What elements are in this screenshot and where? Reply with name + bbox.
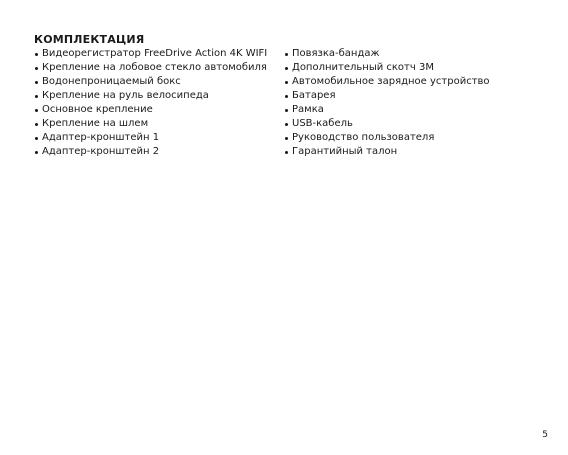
list-item: Крепление на шлем [34, 117, 267, 131]
list-item: Видеорегистратор FreeDrive Action 4K WIFI [34, 47, 267, 61]
list-item: Гарантийный талон [284, 145, 490, 159]
list-item: Дополнительный скотч 3М [284, 61, 490, 75]
page-number: 5 [542, 430, 548, 440]
list-item: Автомобильное зарядное устройство [284, 75, 490, 89]
list-item: Водонепроницаемый бокс [34, 75, 267, 89]
list-item: Адаптер-кронштейн 1 [34, 131, 267, 145]
list-item: Батарея [284, 89, 490, 103]
list-item: Руководство пользователя [284, 131, 490, 145]
list-item: Адаптер-кронштейн 2 [34, 145, 267, 159]
list-item: USB-кабель [284, 117, 490, 131]
list-item: Крепление на лобовое стекло автомобиля [34, 61, 267, 75]
list-item: Основное крепление [34, 103, 267, 117]
package-contents-list-right [284, 47, 490, 159]
list-item: Крепление на руль велосипеда [34, 89, 267, 103]
list-item: Рамка [284, 103, 490, 117]
package-contents-list-left [34, 47, 267, 159]
section-title: КОМПЛЕКТАЦИЯ [34, 33, 145, 46]
list-item: Повязка-бандаж [284, 47, 490, 61]
